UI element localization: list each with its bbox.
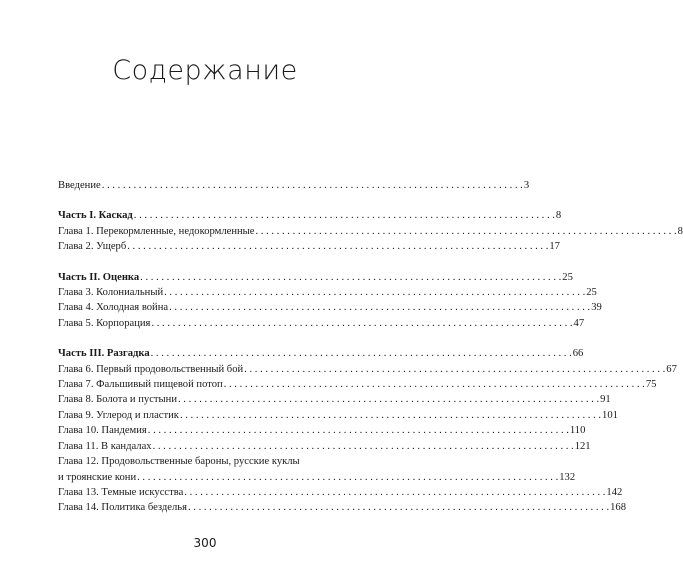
toc-entry-label-continuation: и троянские кони [58, 471, 137, 483]
toc-entry-label: Глава 9. Углерод и пластик [58, 409, 179, 421]
dot-leader [151, 346, 572, 361]
toc-part-heading[interactable] [58, 270, 573, 285]
toc-entry-page: 66 [572, 348, 584, 360]
toc-entry[interactable] [58, 316, 585, 331]
toc-part-heading[interactable] [58, 208, 562, 223]
toc-entry[interactable] [58, 500, 626, 515]
toc-entry-page: 132 [559, 471, 576, 483]
toc-entry-label: Глава 8. Болота и пустыни [58, 394, 177, 406]
dot-leader [153, 439, 574, 454]
dot-leader [140, 270, 561, 285]
toc-entry-page: 3 [523, 180, 530, 191]
toc-entry-page: 142 [606, 486, 623, 498]
toc-entry-page: 25 [586, 287, 597, 299]
toc-entry-page: 75 [645, 379, 657, 391]
dot-leader [184, 485, 605, 500]
section-spacer [58, 193, 358, 208]
toc-entry-label: Часть II. Оценка [58, 271, 140, 283]
toc-entry-page: 91 [600, 394, 611, 406]
toc-entry[interactable] [58, 485, 623, 500]
toc-entry-label: Глава 10. Пандемия [58, 425, 147, 437]
dot-leader [244, 362, 665, 377]
dot-leader [169, 300, 590, 315]
toc-entry-page: 168 [610, 502, 626, 514]
section-spacer [58, 331, 358, 346]
toc-entry-label: Глава 1. Перекормленные, недокормленные [58, 225, 255, 237]
toc-entry[interactable] [58, 439, 591, 454]
dot-leader [127, 239, 548, 254]
toc-entry-page: 25 [562, 271, 573, 283]
toc-entry-label: Часть III. Разгадка [58, 348, 150, 360]
toc-entry[interactable] [58, 408, 618, 423]
dot-leader [148, 423, 569, 438]
toc-entry-label: Глава 7. Фальшивый пищевой потоп [58, 379, 223, 391]
toc-entry-page: 8 [677, 225, 683, 237]
toc-entry-page: 39 [591, 302, 602, 314]
toc-entry[interactable] [58, 300, 602, 315]
toc-entry-label: Глава 6. Первый продовольственный бой [58, 363, 244, 375]
toc-entry-page: 8 [555, 210, 562, 222]
toc-entry-label: Глава 4. Холодная война [58, 302, 169, 314]
dot-leader [164, 285, 585, 300]
toc-entry-page: 110 [569, 425, 586, 437]
table-of-contents [58, 178, 683, 516]
toc-entry-page: 47 [573, 317, 585, 329]
toc-entry-label: Глава 2. Ущерб [58, 241, 127, 253]
toc-entry[interactable] [58, 377, 657, 392]
toc-part-heading[interactable] [58, 346, 584, 361]
toc-entry-label: Глава 14. Политика безделья [58, 502, 187, 514]
dot-leader [137, 470, 558, 485]
toc-entry-page: 67 [666, 363, 677, 375]
toc-entry-page: 121 [574, 440, 591, 452]
toc-entry-continuation[interactable] [58, 470, 576, 485]
toc-entry-page: 101 [602, 409, 618, 421]
toc-entry-label: Глава 5. Корпорация [58, 317, 151, 329]
dot-leader [102, 178, 523, 193]
toc-entry[interactable] [58, 423, 586, 438]
toc-entry[interactable] [58, 178, 530, 193]
toc-entry[interactable] [58, 392, 611, 407]
toc-entry-page: 17 [549, 241, 560, 253]
toc-entry-label: Глава 3. Колониальный [58, 287, 164, 299]
toc-entry[interactable] [58, 454, 358, 469]
dot-leader [151, 316, 572, 331]
toc-entry-label: Глава 13. Темные искусства [58, 486, 184, 498]
toc-entry[interactable] [58, 239, 560, 254]
toc-entry[interactable] [58, 224, 683, 239]
section-spacer [58, 255, 358, 270]
toc-entry-label: Глава 12. Продовольственные бароны, русские куклы [58, 456, 300, 468]
toc-entry-label: Глава 11. В кандалах [58, 440, 152, 452]
dot-leader [178, 392, 599, 407]
toc-entry-label: Введение [58, 180, 101, 191]
dot-leader [134, 208, 555, 223]
toc-entry[interactable] [58, 362, 677, 377]
dot-leader [255, 224, 676, 239]
page-number: 300 [193, 536, 217, 550]
dot-leader [224, 377, 645, 392]
page-title: Содержание [112, 55, 298, 86]
dot-leader [188, 500, 609, 515]
toc-entry-label: Часть I. Каскад [58, 210, 133, 222]
toc-entry[interactable] [58, 285, 597, 300]
dot-leader [180, 408, 601, 423]
